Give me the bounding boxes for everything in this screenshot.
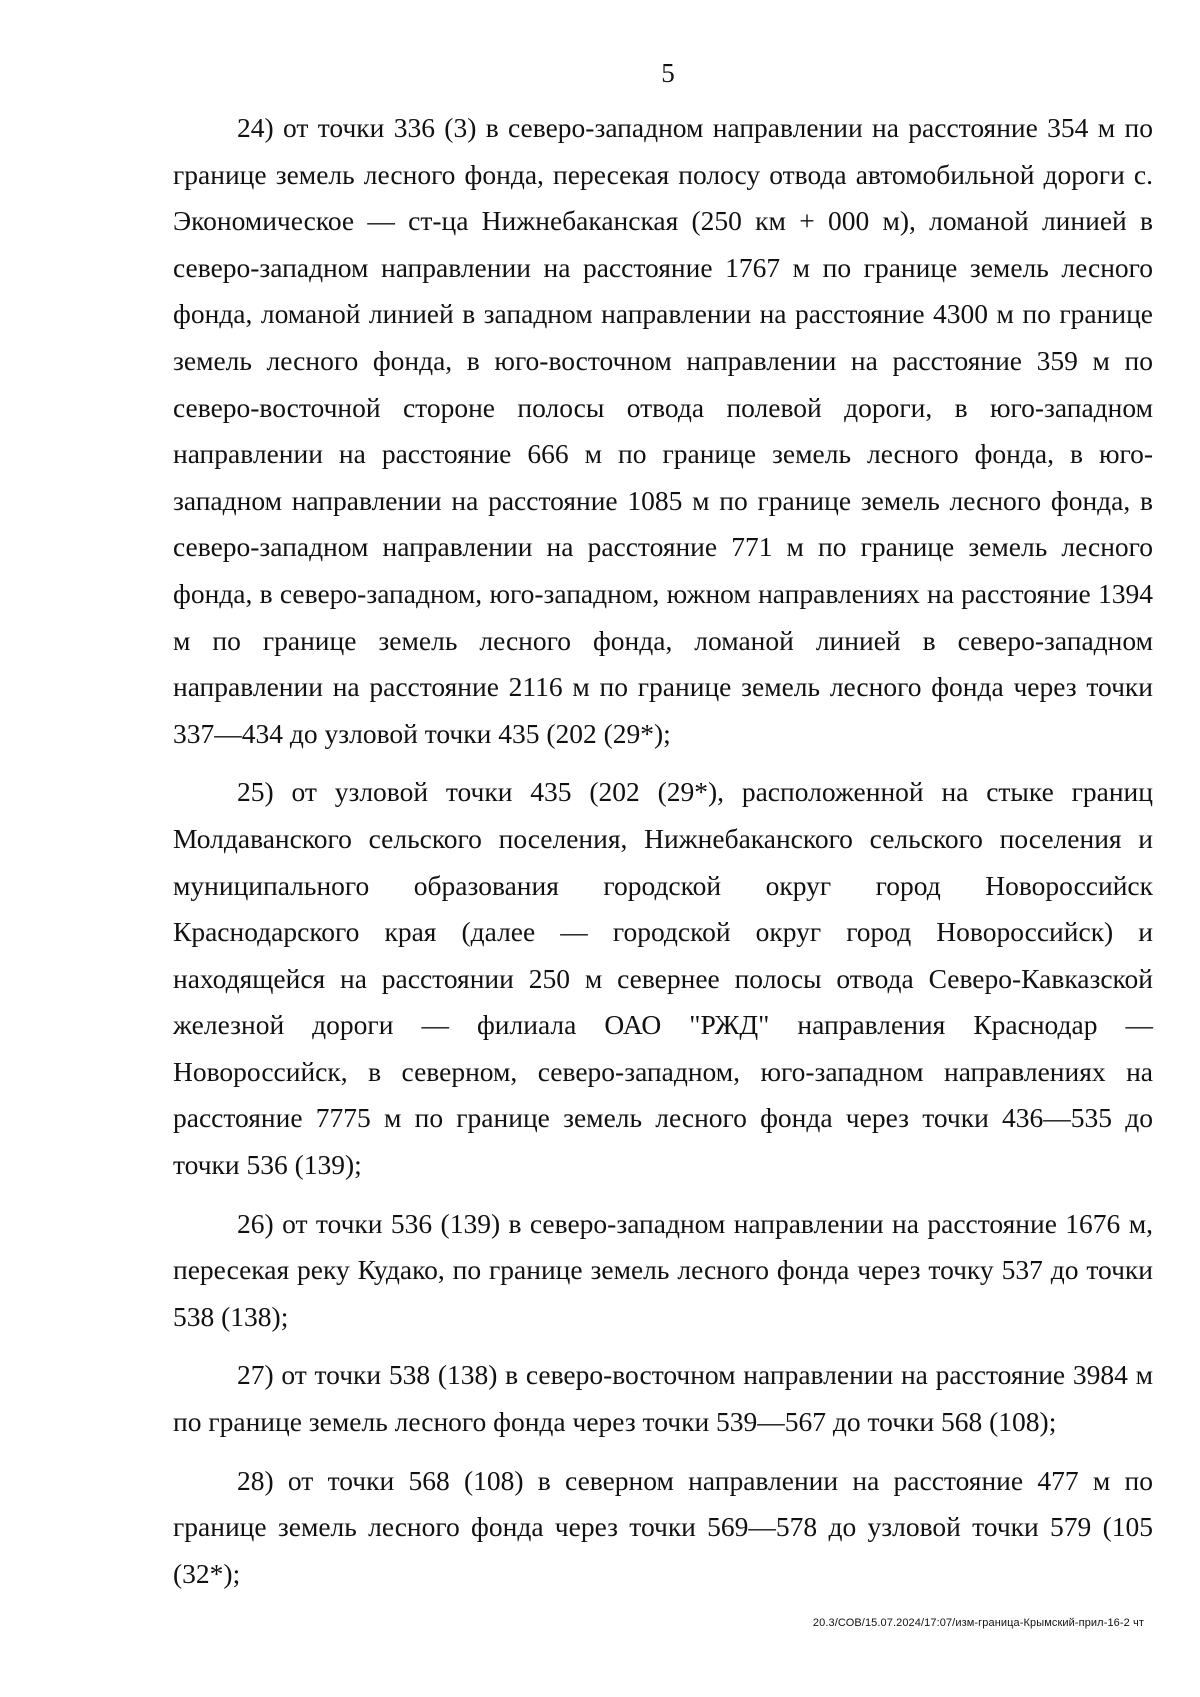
paragraph-24: 24) от точки 336 (3) в северо-западном направлении на расстояние 354 м по границе земель лесного фонда, пересекая полосу отвода автомобильной дороги с. Экономическое — ст-ца Нижнебаканская (250 км + 000 м), ломаной линией в северо-западном направлении на расстояние 1767 м по границе земель лесного фонда, ломаной линией в западном направлении на расстояние 4300 м по границе земель лесного фонда, в юго-восточном направлении на расстояние 359 м по северо-восточной стороне полосы отвода полевой дороги, в юго-западном направлении на расстояние 666 м по границе земель лесного фонда, в юго-западном направлении на расстояние 1085 м по границе земель лесного фонда, в северо-западном направлении на расстояние 771 м по границе земель лесного фонда, в северо-западном, юго-западном, южном направлениях на расстояние 1394 м по границе земель лесного фонда, ломаной линией в северо-западном направлении на расстояние 2116 м по границе земель лесного фонда через точки 337—434 до узловой точки 435 (202 (29*); — [173, 112, 1153, 749]
paragraph-28: 28) от точки 568 (108) в северном направлении на расстояние 477 м по границе земель лесного фонда через точки 569—578 до узловой точки 579 (105 (32*); — [173, 1464, 1153, 1589]
document-body — [173, 105, 1153, 1599]
paragraph-25: 25) от узловой точки 435 (202 (29*), расположенной на стыке границ Молдаванского сельского поселения, Нижнебаканского сельского поселения и муниципального образования городской округ город Новороссийск Краснодарского края (далее — городской округ город Новороссийск) и находящейся на расстоянии 250 м севернее полосы отвода Северо-Кавказской железной дороги — филиала ОАО "РЖД" направления Краснодар — Новороссийск, в северном, северо-западном, юго-западном направлениях на расстояние 7775 м по границе земель лесного фонда через точки 436—535 до точки 536 (139); — [173, 776, 1153, 1181]
document-footer-code: 20.3/СОВ/15.07.2024/17:07/изм-граница-Крымский-прил-16-2 чт — [812, 1617, 1144, 1629]
page-number: 5 — [661, 58, 675, 88]
paragraph-26: 26) от точки 536 (139) в северо-западном направлении на расстояние 1676 м, пересекая реку Кудако, по границе земель лесного фонда через точку 537 до точки 538 (138); — [173, 1207, 1153, 1332]
paragraph-27: 27) от точки 538 (138) в северо-восточном направлении на расстояние 3984 м по границе земель лесного фонда через точки 539—567 до точки 568 (108); — [173, 1359, 1153, 1438]
